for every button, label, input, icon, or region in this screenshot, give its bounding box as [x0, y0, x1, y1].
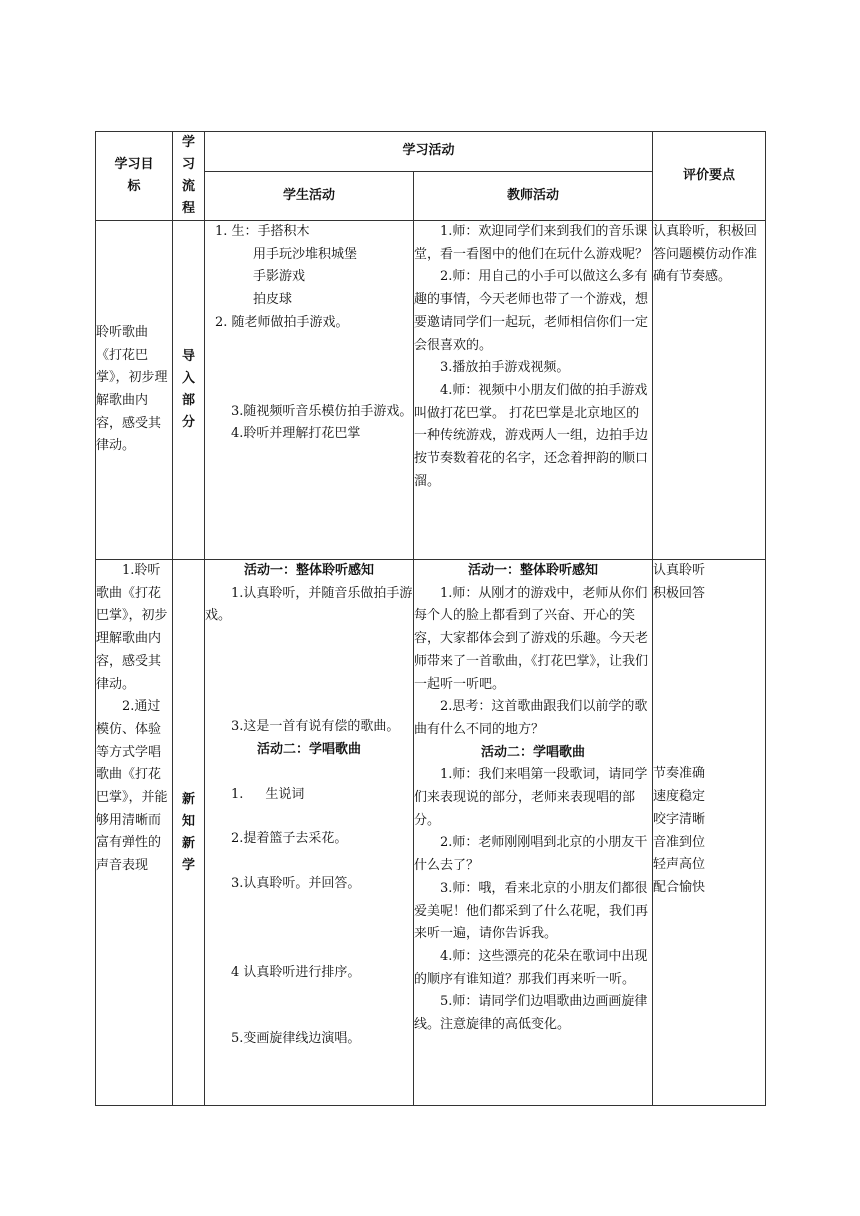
section1-teacher: [414, 221, 653, 560]
section2-eval: [653, 560, 766, 1106]
teacher-item: 1.师：欢迎同学们来到我们的音乐课堂，看一看图中的他们在玩什么游戏呢？: [414, 224, 649, 262]
student-item: 1. 生说词: [231, 786, 305, 802]
eval-text: 配合愉快: [653, 879, 706, 895]
teacher-item: 3.播放拍手游戏视频。: [440, 360, 570, 376]
header-student: 学生活动: [205, 171, 414, 220]
section1-goal: [96, 221, 173, 560]
student-activity2-title: 活动二：学唱歌曲: [256, 741, 361, 757]
student-item: 拍皮球: [253, 292, 293, 308]
header-activity: 学习活动: [205, 132, 653, 172]
section1-student: [205, 221, 414, 560]
student-item: 1.认真聆听，并随音乐做拍手游戏。: [205, 585, 413, 624]
section2-goal: [96, 560, 173, 1106]
student-item: 2.提着篮子去采花。: [231, 831, 348, 847]
student-item: 4.聆听并理解打花巴掌: [231, 426, 361, 442]
student-item: 5.变画旋律线边演唱。: [231, 1031, 361, 1047]
section2-teacher: [414, 560, 653, 1106]
student-item: 3.认真聆听。并回答。: [231, 875, 361, 891]
eval-text: 咬字清晰: [653, 811, 706, 827]
student-activity1-title: 活动一：整体聆听感知: [243, 563, 374, 578]
teacher-item: 2.思考：这首歌曲跟我们以前学的歌曲有什么不同的地方？: [414, 699, 648, 737]
teacher-item: 1.师：从刚才的游戏中，老师从你们每个人的脸上都看到了兴奋、开心的笑容，大家都体会到了游戏的乐趣。今天老师带来了一首歌曲，《打花巴掌》，让我们一起听一听吧。: [414, 585, 649, 692]
teacher-item: 2.师：用自己的小手可以做这么多有趣的事情，今天老师也带了一个游戏，想要邀请同学们一起玩，老师相信你们一定会很喜欢的。: [414, 269, 649, 353]
teacher-item: 4.师：视频中小朋友们做的拍手游戏叫做打花巴掌。 打花巴掌是北京地区的一种传统游戏，游戏两人一组，边拍手边按节奏数着花的名字，还念着押韵的顺口溜。: [414, 382, 649, 489]
student-item: 用手玩沙堆积城堡: [253, 246, 358, 262]
eval-text: 积极回答: [653, 585, 706, 601]
teacher-item: 1.师：我们来唱第一段歌词，请同学们来表现说的部分，老师来表现唱的部分。: [414, 767, 648, 828]
section2-flow: 新知新学: [173, 560, 205, 1106]
section2-goal-1: 1.聆听歌曲《打花巴掌》，初步理解歌曲内容，感受其律动。: [96, 563, 168, 692]
section1-goal-text: 聆听歌曲《打花巴掌》，初步理解歌曲内容，感受其律动。: [96, 324, 168, 454]
teacher-item: 5.师：请同学们边唱歌曲边画画旋律线。注意旋律的高低变化。: [414, 994, 648, 1033]
teacher-item: 2.师：老师刚刚唱到北京的小朋友干什么去了？: [414, 835, 648, 874]
eval-text: 音准到位: [653, 834, 706, 850]
eval-text: 节奏准确: [653, 766, 706, 782]
student-item: 3.这是一首有说有偿的歌曲。: [231, 719, 400, 735]
eval-text: 认真聆听: [653, 563, 706, 578]
header-goal: 学习目标: [96, 132, 173, 221]
header-flow: 学习流程: [173, 132, 205, 221]
section1-eval: [653, 221, 766, 560]
eval-text: 速度稳定: [653, 789, 706, 805]
student-item: 3.随视频听音乐模仿拍手游戏。: [231, 403, 413, 419]
student-item: 4 认真聆听进行排序。: [231, 964, 361, 980]
lesson-plan-table: [95, 131, 766, 1106]
teacher-activity2-title: 活动二：学唱歌曲: [481, 744, 586, 760]
section2-goal-2: 2.通过模仿、体验等方式学唱歌曲《打花巴掌》，并能够用清晰而富有弹性的声音表现: [96, 699, 168, 874]
header-eval: 评价要点: [653, 132, 766, 221]
teacher-item: 4.师：这些漂亮的花朵在歌词中出现的顺序有谁知道？那我们再来听一听。: [414, 948, 648, 987]
student-item: 1. 生：手搭积木: [215, 224, 310, 239]
section2-student: [205, 560, 414, 1106]
section1-flow: 导入部分: [173, 221, 205, 560]
header-teacher: 教师活动: [414, 171, 653, 220]
eval-text: 轻声高位: [653, 857, 706, 873]
student-item: 2. 随老师做拍手游戏。: [215, 314, 349, 330]
eval-text: 认真聆听，积极回答问题模仿动作准确有节奏感。: [653, 224, 758, 285]
teacher-activity1-title: 活动一：整体聆听感知: [468, 563, 599, 578]
student-item: 手影游戏: [253, 269, 306, 285]
teacher-item: 3.师：哦，看来北京的小朋友们都很爱美呢！他们都采到了什么花呢，我们再来听一遍，请你告诉我。: [414, 880, 649, 942]
